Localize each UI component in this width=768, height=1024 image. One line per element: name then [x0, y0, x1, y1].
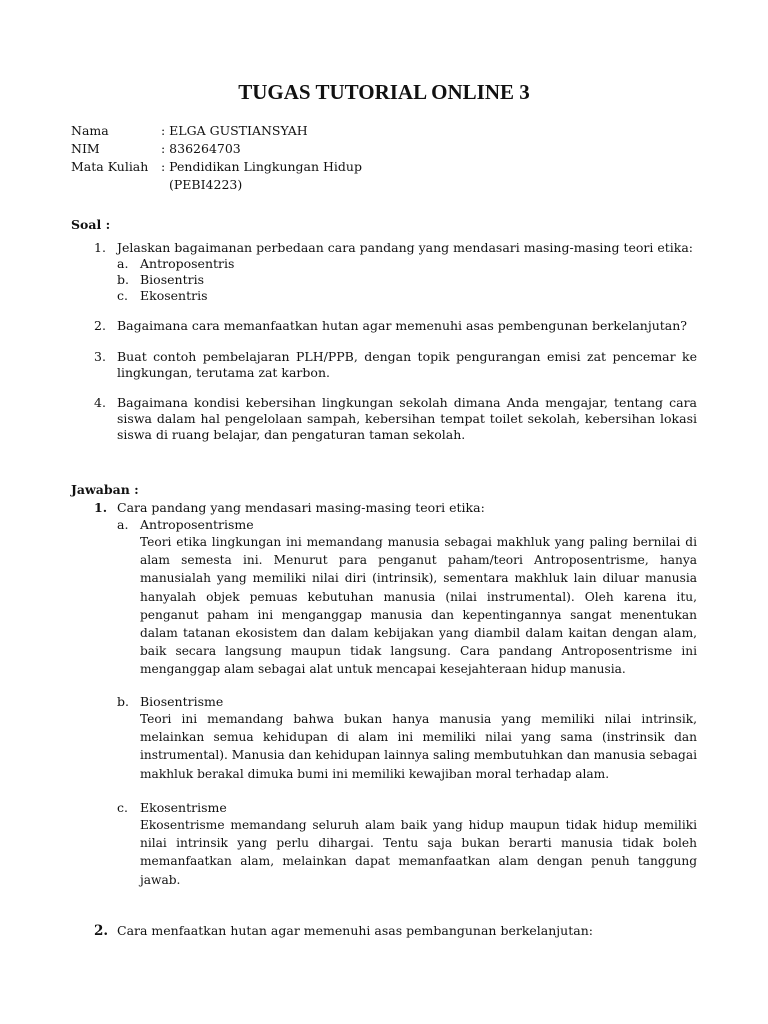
jawaban-1c-body: Ekosentrisme memandang seluruh alam baik yang hidup maupun tidak hidup memiliki nilai intrinsik yang perlu dihargai. Tentu saja bukan berarti manusia tidak boleh memanfaatkan alam, melainkan dapat memanfaatkan alam dengan penuh tanggung jawab.	[140, 818, 697, 887]
soal-1b-text: Biosentris	[140, 272, 204, 287]
nim-label: NIM	[71, 141, 100, 156]
jawaban-2-number: 2.	[94, 923, 109, 939]
nama-label: Nama	[71, 123, 109, 138]
document-title: TUGAS TUTORIAL ONLINE 3	[238, 80, 530, 104]
jawaban-1a-body: Teori etika lingkungan ini memandang manusia sebagai makhluk yang paling bernilai di alam semesta ini. Menurut para penganut paham/teori Antroposentrisme, hanya manusialah yang memiliki nilai diri (intrinsik), sementara makhluk lain diluar manusia hanyalah objek pemuas kebutuhan manusia (nilai instrumental). Oleh karena itu, penganut paham ini menganggap manusia dan kepentingannya sangat menentukan dalam tatanan ekosistem dan dalam kebijakan yang diambil dalam kaitan dengan alam, baik secara langsung maupun tidak langsung. Cara pandang Antroposentrisme ini menganggap alam sebagai alat untuk mencapai kesejahteraan hidup manusia.	[140, 535, 697, 677]
nama-value: : ELGA GUSTIANSYAH	[161, 123, 308, 138]
mata-kuliah-label: Mata Kuliah	[71, 159, 149, 174]
identity-nama	[71, 123, 308, 139]
soal-1a-text: Antroposentris	[140, 256, 235, 271]
soal-heading: Soal :	[71, 217, 111, 232]
jawaban-2-text: Cara menfaatkan hutan agar memenuhi asas pembangunan berkelanjutan:	[117, 923, 593, 938]
jawaban-1c-label: c.	[117, 800, 128, 815]
soal-4-number: 4.	[94, 395, 106, 410]
soal-2-text: Bagaimana cara memanfaatkan hutan agar memenuhi asas pembengunan berkelanjutan?	[117, 318, 688, 333]
identity-nim	[71, 141, 241, 157]
jawaban-1c-title: Ekosentrisme	[140, 800, 227, 815]
soal-1c-label: c.	[117, 288, 128, 303]
soal-1b-label: b.	[117, 272, 129, 287]
soal-3-number: 3.	[94, 349, 106, 364]
jawaban-1-number: 1.	[94, 500, 108, 515]
soal-1c-text: Ekosentris	[140, 288, 208, 303]
jawaban-1b-label: b.	[117, 694, 129, 709]
soal-1a-label: a.	[117, 256, 129, 271]
soal-1-text: Jelaskan bagaimanan perbedaan cara pandang yang mendasari masing-masing teori etika:	[117, 240, 694, 255]
nim-value: : 836264703	[161, 141, 241, 156]
soal-2-number: 2.	[94, 318, 106, 333]
soal-4-text: Bagaimana kondisi kebersihan lingkungan sekolah dimana Anda mengajar, tentang cara siswa dalam hal pengelolaan sampah, kebersihan tempat toilet sekolah, kebersihan lokasi siswa di ruang belajar, dan pengaturan taman sekolah.	[117, 395, 697, 442]
identity-mata-kuliah	[71, 159, 362, 175]
course-code: (PEBI4223)	[169, 177, 243, 192]
jawaban-1a-title: Antroposentrisme	[140, 517, 254, 532]
jawaban-1b-body: Teori ini memandang bahwa bukan hanya manusia yang memiliki nilai intrinsik, melainkan semua kehidupan di alam ini memiliki nilai yang sama (instrinsik dan instrumental). Manusia dan kehidupan lainnya saling membutuhkan dan manusia sebagai makhluk berakal dimuka bumi ini memiliki kewajiban moral terhadap alam.	[140, 712, 697, 781]
soal-1-number: 1.	[94, 240, 106, 255]
soal-3-text: Buat contoh pembelajaran PLH/PPB, dengan topik pengurangan emisi zat pencemar ke lingkungan, terutama zat karbon.	[117, 349, 697, 380]
jawaban-1a-label: a.	[117, 517, 129, 532]
jawaban-1-text: Cara pandang yang mendasari masing-masing teori etika:	[117, 500, 485, 515]
jawaban-1b-title: Biosentrisme	[140, 694, 224, 709]
mata-kuliah-value: : Pendidikan Lingkungan Hidup	[161, 159, 362, 174]
jawaban-heading: Jawaban :	[71, 482, 139, 497]
